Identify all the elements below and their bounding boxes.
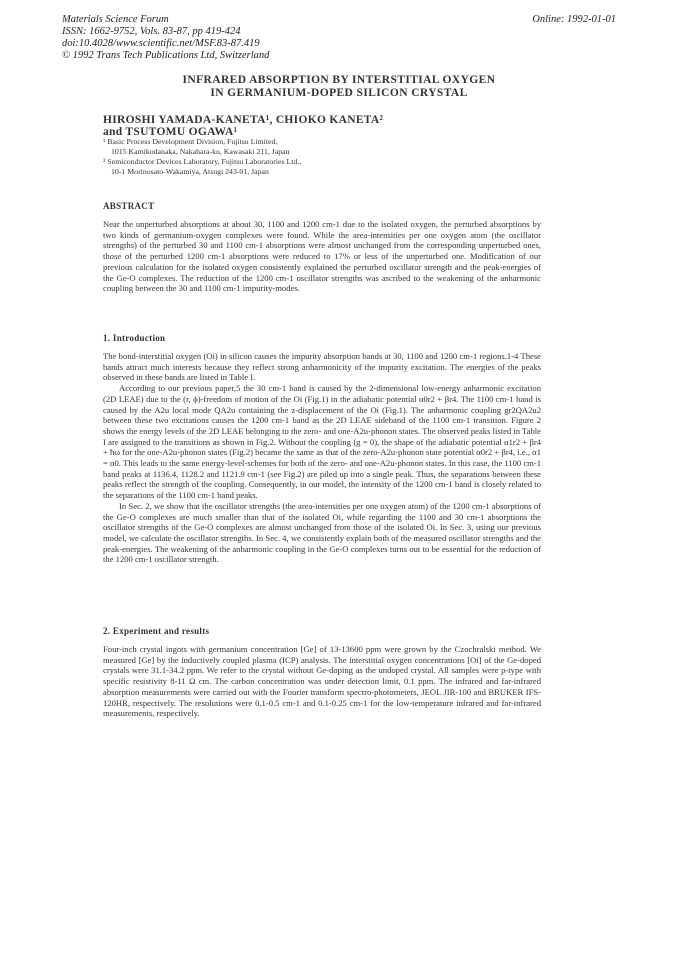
intro-paragraph-3: In Sec. 2, we show that the oscillator strengths (the area-intensities per one oxygen atom) of the 1200 cm-1 absorptions of the Ge-O complexes are much smaller than that of the isolated Oi, while regarding the 1100 and 30 cm-1 absorptions the oscillator strengths of the Ge-O complexes are almost unchanged from those of the isolated Oi. In Sec. 3, using our previous model, we calculate the oscillator strengths. In Sec. 4, we consistently explain both of the measured oscillator strengths and the peak-energies. The weakening of the anharmonic coupling in the Ge-O complexes turns out to be essential for the reduction of the 1200 cm-1 oscillator strength. [103, 500, 541, 565]
doi-line: doi:10.4028/www.scientific.net/MSF.83-87.419 [62, 38, 260, 49]
abstract-body [103, 219, 541, 294]
introduction-body [103, 351, 541, 565]
title-line-1: INFRARED ABSORPTION BY INTERSTITIAL OXYGEN [182, 74, 496, 86]
affiliations [103, 137, 301, 177]
paper-title [0, 74, 678, 100]
issn-line: ISSN: 1662-9752, Vols. 83-87, pp 419-424 [62, 26, 241, 37]
section-heading-experiment: 2. Experiment and results [103, 626, 210, 636]
experiment-body [103, 644, 541, 719]
authors-line-2: and TSUTOMU OGAWA¹ [103, 126, 238, 138]
affiliation-line: ¹ Basic Process Development Division, Fujitsu Limited, [103, 137, 278, 146]
affiliation-line: 10-1 Morinosato-Wakamiya, Atsugi 243-01, Japan [111, 167, 269, 176]
title-line-2: IN GERMANIUM-DOPED SILICON CRYSTAL [210, 87, 468, 99]
authors-line-1: HIROSHI YAMADA-KANETA¹, CHIOKO KANETA² [103, 114, 384, 126]
section-heading-introduction: 1. Introduction [103, 333, 166, 343]
author-list [103, 114, 383, 138]
abstract-heading: ABSTRACT [103, 201, 155, 211]
intro-paragraph-1: The bond-interstitial oxygen (Oi) in silicon causes the impurity absorption bands at 30, 1100 and 1200 cm-1 regions.1-4 These bands attract much interests because they reflect strong anharmonicity of the impurity excitation. The energies of the peaks observed in these bands are listed in Table I. [103, 351, 541, 383]
copyright-line: © 1992 Trans Tech Publications Ltd, Switzerland [62, 50, 270, 61]
affiliation-line: 1015 Kamikodanaka, Nakahara-ku, Kawasaki 211, Japan [111, 147, 290, 156]
experiment-paragraph-1: Four-inch crystal ingots with germanium concentration [Ge] of 13-13600 ppm were grown by the Czochralski method. We measured [Ge] by the inductively coupled plasma (ICP) analysis. The interstitial oxygen concentrations [Oi] of the Ge-doped crystals were 31.1-34.2 ppm. We refer to the crystal without Ge-doping as the undoped crystal. All samples were p-type with specific resistivity 8-11 Ω cm. The carbon concentration was under detection limit, 0.1 ppm. The infrared and far-infrared absorption measurements were carried out with the Fourier transform spectro-photometers, JEOL JIR-100 and BRUKER IFS-120HR, respectively. The resolutions were 0.1-0.5 cm-1 and 0.1-0.25 cm-1 for the low-temperature infrared and far-infrared measurements, respectively. [103, 644, 541, 719]
journal-name: Materials Science Forum [62, 14, 169, 25]
journal-header [62, 14, 616, 62]
affiliation-line: ² Semiconductor Devices Laboratory, Fujitsu Laboratories Ltd., [103, 157, 302, 166]
intro-paragraph-2: According to our previous paper,5 the 30 cm-1 band is caused by the 2-dimensional low-energy anharmonic excitation (2D LEAE) due to the (r, ϕ)-freedom of motion of the Oi (Fig.1) in the adiabatic potential α0r2 + βr4. The 1100 cm-1 band is caused by the A2u local mode QA2u containing the z-displacement of the Oi (Fig.1). The anharmonic coupling gr2QA2u2 between these two excitations causes the 1200 cm-1 band as the 2D LEAE sideband of the 1100 cm-1 transition. Figure 2 shows the energy levels of the 2D LEAE belonging to the zero- and one-A2u-phonon states. The observed peaks listed in Table I are assigned to the transitions as shown in Fig.2. Without the coupling (g = 0), the shape of the adiabatic potential α1r2 + βr4 + ħω for the one-A2u-phonon states (Fig.2) became the same as that of the zero-A2u-phonon state potential α0r2 + βr4, i.e., α1 = α0. This leads to the same energy-level-schemes for both of the zero- and one-A2u-phonon states. In this case, the 1100 cm-1 band peaks at 1136.4, 1128.2 and 1121.9 cm-1 (see Fig.2) are piled up into a single peak. Thus, the separations between these peaks reflect the strength of the coupling. Consequently, in our model, the intensity of the 1200 cm-1 band is closely related to the separations of the 1100 cm-1 band peaks. [103, 383, 541, 501]
online-date: Online: 1992-01-01 [532, 14, 616, 25]
abstract-text: Near the unperturbed absorptions at about 30, 1100 and 1200 cm-1 due to the isolated oxygen, the perturbed absorptions by two kinds of germanium-oxygen complexes were found. While the area-intensities per one oxygen atom (the oscillator strengths) of the perturbed 30 and 1100 cm-1 absorptions were almost unchanged from the corresponding unperturbed ones, those of the perturbed 1200 cm-1 absorptions were reduced to 17% or less of the unperturbed one. Modification of our previous calculation for the isolated oxygen consistently explained the perturbed oscillator strength and the peak-energies of the Ge-O complexes. The reduction of the 1200 cm-1 oscillator strengths was ascribed to the weakening of the anharmonic coupling between the 30 and 1100 cm-1 impurity-modes. [103, 219, 541, 294]
